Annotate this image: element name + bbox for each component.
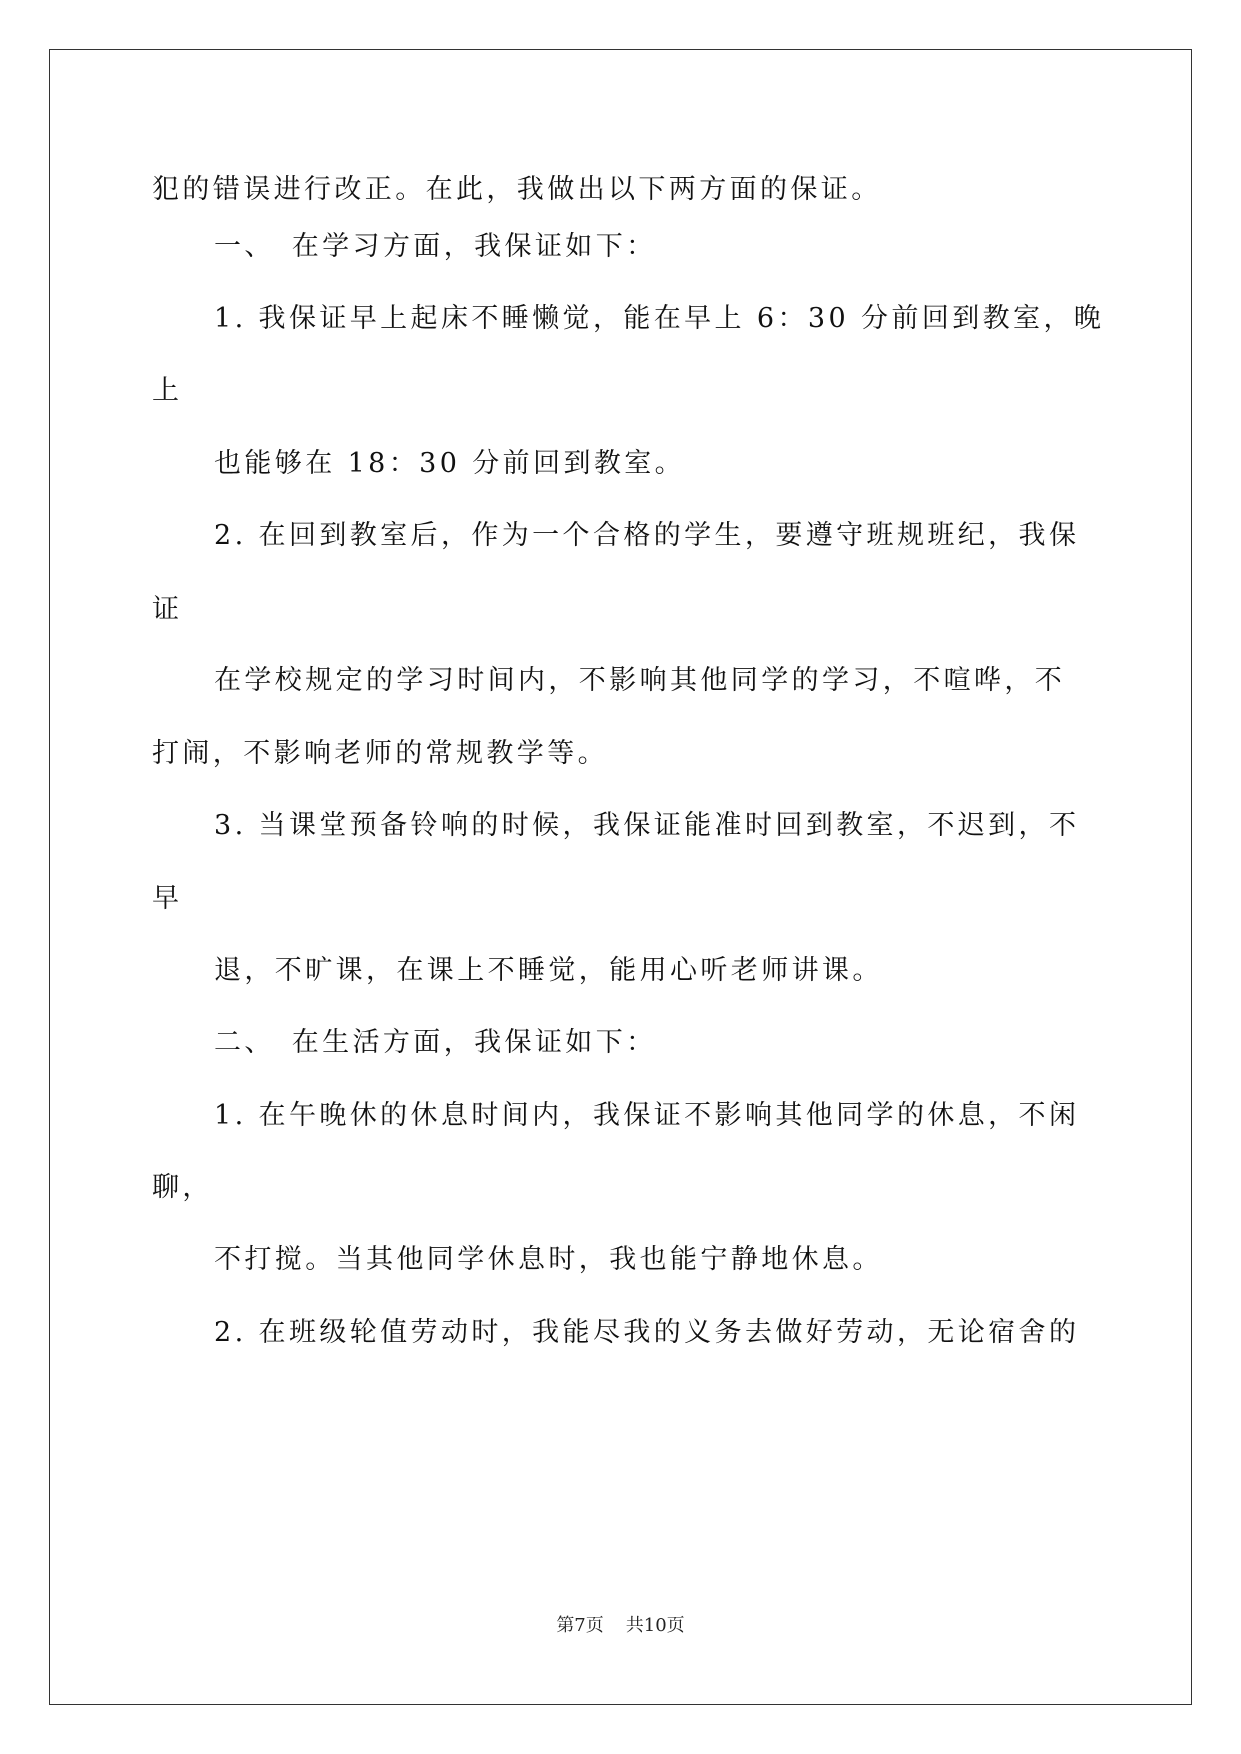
page-number: 第7页 <box>556 1615 604 1636</box>
text-line: 证 <box>152 594 183 625</box>
text-line: 1. 在午晚休的休息时间内，我保证不影响其他同学的休息，不闲 <box>214 1100 1080 1131</box>
section-heading: 一、 在学习方面，我保证如下： <box>214 231 657 262</box>
text-line: 在学校规定的学习时间内，不影响其他同学的学习，不喧哗，不 <box>214 665 1066 696</box>
text-line: 2. 在班级轮值劳动时，我能尽我的义务去做好劳动，无论宿舍的 <box>214 1317 1080 1348</box>
text-line: 不打搅。当其他同学休息时，我也能宁静地休息。 <box>214 1244 883 1275</box>
page-footer <box>0 1611 1241 1637</box>
page-total: 共10页 <box>625 1615 685 1636</box>
text-line: 2. 在回到教室后，作为一个合格的学生，要遵守班规班纪，我保 <box>214 520 1080 551</box>
text-line: 犯的错误进行改正。在此，我做出以下两方面的保证。 <box>152 174 882 205</box>
text-line: 早 <box>152 883 183 914</box>
text-line: 也能够在 18：30 分前回到教室。 <box>214 448 686 479</box>
text-line: 聊， <box>152 1172 213 1203</box>
page-border <box>49 49 1192 1705</box>
section-heading: 二、 在生活方面，我保证如下： <box>214 1027 657 1058</box>
text-line: 上 <box>152 375 183 406</box>
text-line: 退，不旷课，在课上不睡觉，能用心听老师讲课。 <box>214 955 883 986</box>
text-line: 3. 当课堂预备铃响的时候，我保证能准时回到教室，不迟到，不 <box>214 810 1080 841</box>
text-line: 1. 我保证早上起床不睡懒觉，能在早上 6：30 分前回到教室，晚 <box>214 303 1105 334</box>
text-line: 打闹，不影响老师的常规教学等。 <box>152 738 608 769</box>
